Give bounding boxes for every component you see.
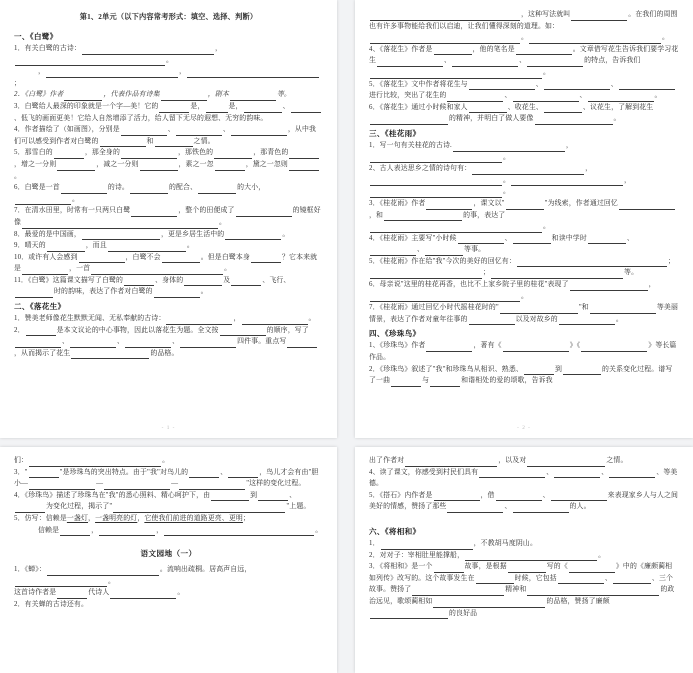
answer-blank[interactable] (571, 12, 627, 21)
question-item: 7．在清水田里，时常有一只两只白鹭 ，整个的田便成了 的镜框好像 。 (14, 205, 323, 228)
answer-blank[interactable] (15, 339, 61, 348)
answer-blank[interactable] (391, 378, 421, 387)
question-item: 1． ，不教胡马度阴山。 (369, 538, 679, 550)
question-item: 2． 是本文议论的中心事物，因此以落花生为题。全文按 的顺序，写了、 、 、 四件事。重点写，从而揭示了花生 的品格。 (14, 325, 323, 360)
answer-blank[interactable] (180, 339, 236, 348)
answer-blank[interactable] (527, 58, 583, 67)
example-text: 一盏灯 (66, 514, 89, 522)
question-item: 4．作者描绘了（如画图），分别是 、 、 ，从中我们可以感受到作者对白鹭的 和 之情。 (14, 124, 323, 147)
answer-blank[interactable] (370, 154, 502, 163)
answer-blank[interactable] (189, 469, 219, 478)
answer-blank[interactable] (425, 247, 463, 256)
question-item: 2．对对子：宰相肚里能撑船， 。 (369, 550, 679, 562)
question-item: 5．那雪白的 ，那全身的 ，那铁色的 ，那青色的，增之一分则 ，减之一分则 ，素之一忽 ，黛之一忽则。 (14, 147, 323, 182)
document-page-2[interactable] (355, 0, 693, 438)
answer-blank[interactable] (434, 492, 480, 501)
answer-blank[interactable] (447, 93, 503, 102)
answer-blank[interactable] (511, 177, 623, 186)
answer-blank[interactable] (426, 343, 472, 352)
question-item: 5．《落花生》文中作者将花生与 、 、进行比较，突出了花生的 、 、 。 (369, 79, 679, 102)
answer-blank[interactable] (426, 201, 472, 210)
answer-blank[interactable] (370, 247, 416, 256)
answer-blank[interactable] (15, 504, 45, 513)
answer-blank[interactable] (527, 458, 605, 467)
answer-blank[interactable] (554, 469, 600, 478)
answer-blank[interactable] (370, 70, 542, 79)
answer-blank[interactable] (513, 93, 579, 102)
page-2-content (355, 0, 693, 387)
question-item: 4、《落花生》作者是 ，他的笔名是 。文章借写花生告诉我们要学习花生 、 、 的特点，告诉我们。 (369, 44, 679, 79)
section-heading-yuwenyuandi: 语文园地（一） (140, 549, 197, 559)
answer-blank[interactable] (544, 81, 610, 90)
answer-blank[interactable] (211, 492, 249, 501)
question-item: 出了作者对 ，以及对 之情。 (369, 455, 679, 467)
answer-blank[interactable] (29, 458, 161, 467)
section-heading-guihuayu: 三、《桂花雨》 (369, 128, 421, 138)
question-item: 5．《搭石》内作者是 ，借 、 来表现家乡人与人之间美好的情感，赞扬了那些 、 的人。 (369, 490, 679, 513)
answer-blank[interactable] (452, 58, 518, 67)
answer-blank[interactable] (166, 316, 232, 325)
answer-blank[interactable] (131, 208, 177, 217)
answer-blank[interactable] (430, 378, 460, 387)
answer-blank[interactable] (162, 254, 200, 263)
question-item: 11．《白鹭》这篇课文描写了白鹭的 、身体的 及 、飞行、时的韵味，表达了作者对白鹭的 。 (14, 275, 323, 298)
answer-blank[interactable] (469, 81, 535, 90)
page-3-content (0, 447, 337, 611)
answer-blank[interactable] (609, 469, 655, 478)
answer-blank[interactable] (206, 104, 228, 113)
answer-blank[interactable] (100, 138, 146, 147)
question-item: 3．" "是珍珠鸟的突出特点。由于"我"对鸟儿的 、 ，鸟儿才会有由"胆小— — — "这样的变化过程。 (14, 467, 323, 490)
answer-blank[interactable] (179, 481, 245, 490)
answer-blank[interactable] (29, 481, 95, 490)
question-item: 9．晴天的 ，而且 。 (14, 240, 323, 252)
answer-blank[interactable] (228, 469, 258, 478)
answer-blank[interactable] (140, 162, 178, 171)
answer-blank[interactable] (46, 69, 178, 78)
answer-blank[interactable] (230, 92, 276, 101)
answer-blank[interactable] (529, 35, 661, 44)
answer-blank[interactable] (57, 162, 95, 171)
answer-blank[interactable] (370, 293, 520, 302)
question-item: 5．《桂花雨》作在给"我"今次的美好的回忆有： ；； 等。 (369, 256, 679, 279)
question-item: 3．《将相和》是一个 故事，是根据 写的《 》中的《廉颇蔺相如列传》改写的。这个故事发生在 时候，它包括 、 、三个故事。赞扬了 精神和 的政治远见，歌颂蔺相如 的品格，赞扬了廉颇的良好品 (369, 561, 679, 619)
answer-blank[interactable] (619, 81, 675, 90)
answer-blank[interactable] (434, 564, 464, 573)
answer-blank[interactable] (108, 243, 186, 252)
answer-blank[interactable] (54, 150, 84, 159)
question-item: ，这种写法就叫 。在我们的周围也有许多事物能给我们以启迪，让我们懂得深刻的道理。如：。 。 (369, 9, 679, 44)
question-item: 2．《珍珠鸟》叙述了"我"和珍珠鸟从相识、熟悉、 到 的关系变化过程。谱写了一曲 与 和谐相处的爱的颂歌，告诉我 (369, 364, 679, 387)
question-item: 2．《白鹭》作者 ，代表作品有诗集 ，剧本 等。 (14, 89, 323, 101)
page-number: - 1 - (161, 425, 176, 431)
question-item: 们： 。 (14, 455, 323, 467)
answer-blank[interactable] (79, 254, 125, 263)
question-item: 6．母亲说"这里的桂花再香，也比不上家乡院子里的桂花"表现了 ，。 (369, 279, 679, 302)
answer-blank[interactable] (465, 552, 597, 561)
answer-blank[interactable] (412, 587, 504, 596)
answer-blank[interactable] (121, 127, 167, 136)
document-page-4[interactable] (355, 447, 693, 673)
answer-blank[interactable] (125, 339, 171, 348)
answer-blank[interactable] (289, 150, 319, 159)
answer-blank[interactable] (370, 270, 482, 279)
question-item: 1、《珍珠鸟》作者 ，著有《 》《 》等长篇作品。 (369, 342, 677, 362)
answer-blank[interactable] (527, 587, 659, 596)
answer-blank[interactable] (184, 277, 222, 286)
answer-blank[interactable] (242, 316, 308, 325)
answer-blank[interactable] (506, 201, 544, 210)
answer-blank[interactable] (619, 201, 675, 210)
answer-blank[interactable] (384, 212, 462, 221)
question-item: 7．《桂花雨》通过回忆小时代摇桂花时的" "和 等美丽情景，表达了作者对童年往事的 以及对故乡的 。 (369, 302, 679, 325)
answer-blank[interactable] (99, 527, 155, 536)
answer-blank[interactable] (47, 567, 159, 576)
answer-blank[interactable] (370, 177, 502, 186)
example-text: 一盏明亮的灯 (95, 514, 138, 522)
question-item: 这首诗作者是 代诗人 。 (14, 587, 323, 599)
answer-blank[interactable] (500, 305, 578, 314)
answer-blank[interactable] (291, 104, 321, 113)
answer-blank[interactable] (559, 316, 615, 325)
answer-blank[interactable] (22, 266, 68, 275)
answer-blank[interactable] (581, 343, 647, 352)
answer-blank[interactable] (22, 220, 218, 229)
answer-blank[interactable] (453, 143, 565, 152)
answer-blank[interactable] (231, 277, 261, 286)
answer-blank[interactable] (479, 469, 545, 478)
answer-blank[interactable] (164, 527, 314, 536)
answer-blank[interactable] (370, 116, 448, 125)
answer-blank[interactable] (214, 150, 252, 159)
answer-blank[interactable] (524, 366, 554, 375)
question-item: 6．白鹭是一首 的诗。 的配合、 的大小，。 (14, 182, 323, 205)
question-item: 1．写一句有关桂花的古诗. ，。 (369, 140, 679, 163)
answer-blank[interactable] (370, 189, 502, 198)
example-text: 它使我们前进的道路更亮、更明 (144, 514, 243, 522)
document-page-1[interactable] (0, 0, 337, 438)
answer-blank[interactable] (563, 366, 601, 375)
answer-blank[interactable] (82, 46, 214, 55)
answer-blank[interactable] (370, 12, 520, 21)
answer-blank[interactable] (433, 599, 545, 608)
answer-blank[interactable] (121, 150, 177, 159)
answer-blank[interactable] (155, 138, 193, 147)
answer-blank[interactable] (258, 492, 288, 501)
answer-blank[interactable] (231, 127, 287, 136)
question-item: 4．《桂花雨》主要写"小时候 、 和读中学时 、、 等事。 (369, 233, 679, 256)
answer-blank[interactable] (113, 504, 285, 513)
section-heading-luohuasheng: 二、《落花生》 (14, 302, 66, 312)
answer-blank[interactable] (91, 266, 223, 275)
answer-blank[interactable] (130, 185, 168, 194)
answer-blank[interactable] (64, 92, 102, 101)
answer-blank[interactable] (458, 235, 504, 244)
page-title: 第1、2单元（以下内容常考形式：填空、选择、判断） (79, 13, 258, 21)
answer-blank[interactable] (287, 339, 317, 348)
answer-blank[interactable] (29, 469, 59, 478)
answer-blank[interactable] (110, 590, 176, 599)
answer-blank[interactable] (15, 578, 107, 587)
answer-blank[interactable] (569, 564, 615, 573)
answer-blank[interactable] (15, 289, 53, 298)
question-item: 1．有关白鹭的古诗： ，。 (14, 43, 323, 66)
answer-blank[interactable] (503, 343, 569, 352)
question-item: 4、读了课文，你感受到村民们具有 、 、 、等美德。 (369, 468, 678, 488)
section-heading-bailu: 一、《白鹭》 (14, 32, 58, 41)
page-4-content (355, 447, 693, 619)
answer-blank[interactable] (370, 224, 542, 233)
answer-blank[interactable] (60, 527, 90, 536)
answer-blank[interactable] (82, 231, 160, 240)
question-item: 3．《桂花雨》作者 ，课文以" "为线索，作者通过回忆，和 的事，表达了。 (369, 198, 679, 233)
answer-blank[interactable] (469, 104, 507, 113)
answer-blank[interactable] (508, 564, 546, 573)
answer-blank[interactable] (517, 258, 667, 267)
answer-blank[interactable] (513, 235, 551, 244)
question-item: 6．《落花生》通过小时候和家人 、收花生、 、议花生，了解到花生的精神，并明白了做人要像 。 (369, 102, 679, 125)
question-item: 1．赞美老师像花生默默无闻、无私奉献的古诗： ， 。 (14, 313, 323, 325)
page-number: - 2 - (517, 425, 531, 431)
answer-blank[interactable] (104, 481, 170, 490)
question-item: 4．《珍珠鸟》描述了珍珠鸟在"我"的悉心照料、精心呵护下，由 到 、为变化过程，揭示了" "上题。 (14, 490, 323, 513)
answer-blank[interactable] (476, 575, 514, 584)
answer-blank[interactable] (513, 504, 569, 513)
answer-blank[interactable] (124, 277, 154, 286)
answer-blank[interactable] (289, 162, 319, 171)
answer-blank[interactable] (220, 327, 266, 336)
answer-blank[interactable] (544, 104, 582, 113)
section-heading-jiangxianghe: 六、《将相和》 (369, 526, 421, 536)
question-item: 2、古人表达思乡之情的诗句有： ，。 ，。 (369, 163, 679, 198)
answer-blank[interactable] (26, 327, 56, 336)
answer-blank[interactable] (215, 162, 245, 171)
answer-blank[interactable] (154, 289, 200, 298)
question-item: 3．白鹭给人最深的印象就是一个字—美！它的 是， 是， 、、低飞的画面更美！它给人自然增添了活力，给人留下无尽的遐想、无穷的韵味。 (14, 101, 323, 124)
answer-blank[interactable] (251, 254, 281, 263)
answer-blank[interactable] (590, 305, 656, 314)
answer-blank[interactable] (47, 243, 85, 252)
answer-blank[interactable] (377, 58, 443, 67)
page-1-content (0, 0, 337, 359)
answer-blank[interactable] (491, 270, 623, 279)
answer-blank[interactable] (370, 610, 448, 619)
question-item: 8．最爱的是中国画， ，更是乡居生活中的 。 (14, 229, 323, 241)
answer-blank[interactable] (472, 166, 584, 175)
answer-blank[interactable] (236, 208, 292, 217)
answer-blank[interactable] (551, 492, 607, 501)
answer-blank[interactable] (613, 575, 651, 584)
answer-blank[interactable] (187, 69, 319, 78)
answer-blank[interactable] (588, 235, 626, 244)
section-heading-zhenzhuniao: 四、《珍珠鸟》 (369, 329, 421, 339)
answer-blank[interactable] (176, 127, 222, 136)
answer-blank[interactable] (447, 504, 503, 513)
question-item: 信赖是 ， ， 。 (14, 525, 323, 537)
question-item: 10．或许有人会感到 ，白鹭不会 。但是白鹭本身 ？它本来就是 ，一首 。 (14, 252, 323, 275)
answer-blank[interactable] (381, 541, 473, 550)
answer-blank[interactable] (516, 46, 572, 55)
answer-blank[interactable] (70, 339, 116, 348)
answer-blank[interactable] (434, 46, 472, 55)
answer-blank[interactable] (244, 104, 282, 113)
document-page-3[interactable] (0, 447, 337, 673)
answer-blank[interactable] (405, 458, 497, 467)
question-item: ， ，； (14, 66, 323, 89)
answer-blank[interactable] (61, 185, 107, 194)
answer-blank[interactable] (15, 57, 165, 66)
answer-blank[interactable] (159, 104, 189, 113)
answer-blank[interactable] (496, 492, 542, 501)
answer-blank[interactable] (71, 350, 149, 359)
answer-blank[interactable] (15, 196, 71, 205)
answer-blank[interactable] (161, 92, 207, 101)
question-item: 5．仿写：信赖是一盏灯，一盏明亮的灯，它使我们前进的道路更亮、更明； (14, 514, 250, 522)
question-item: 2．有关蝉的古诗还有。 (14, 600, 89, 608)
answer-blank[interactable] (225, 231, 281, 240)
answer-blank[interactable] (370, 35, 520, 44)
answer-blank[interactable] (558, 575, 604, 584)
answer-blank[interactable] (57, 590, 87, 599)
question-item: 1．《蝉》： 。流响出疏桐。居高声自远，。 (14, 564, 323, 587)
answer-blank[interactable] (588, 93, 654, 102)
answer-blank[interactable] (535, 116, 613, 125)
answer-blank[interactable] (469, 316, 515, 325)
answer-blank[interactable] (198, 185, 236, 194)
answer-blank[interactable] (570, 282, 648, 291)
